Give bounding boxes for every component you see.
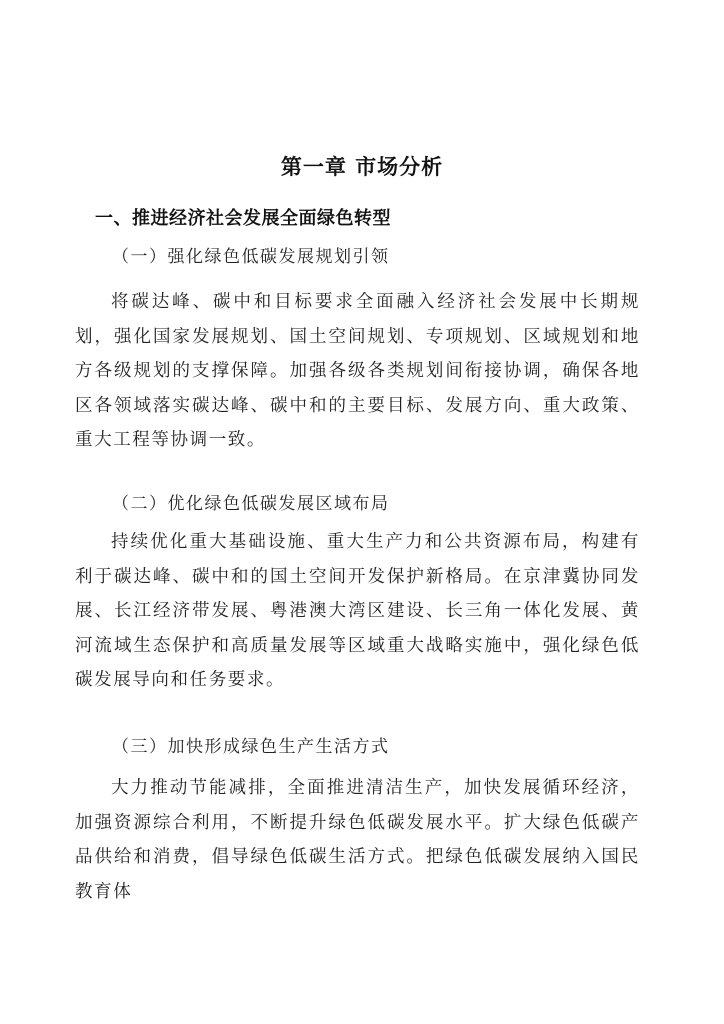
- subsection-paragraph-1: 将碳达峰、碳中和目标要求全面融入经济社会发展中长期规划，强化国家发展规划、国土空间规划、专项规划、区域规划和地方各级规划的支撑保障。加强各级各类规划间衔接协调，确保各地区各领域落实碳达峰、碳中和的主要目标、发展方向、重大政策、重大工程等协调一致。: [75, 292, 640, 450]
- subsection-paragraph-3: 大力推动节能减排，全面推进清洁生产，加快发展循环经济，加强资源综合利用，不断提升绿色低碳发展水平。扩大绿色低碳产品供给和消费，倡导绿色低碳生活方式。把绿色低碳发展纳入国民教育体: [75, 778, 640, 902]
- subsection-heading-1: （一）强化绿色低碳发展规划引领: [112, 247, 390, 267]
- subsection-paragraph-2: 持续优化重大基础设施、重大生产力和公共资源布局，构建有利于碳达峰、碳中和的国土空间开发保护新格局。在京津冀协同发展、长江经济带发展、粤港澳大湾区建设、长三角一体化发展、黄河流域生态保护和高质量发展等区域重大战略实施中，强化绿色低碳发展导向和任务要求。: [75, 532, 640, 690]
- section-heading: 一、推进经济社会发展全面绿色转型: [95, 208, 391, 229]
- subsection-heading-2: （二）优化绿色低碳发展区域布局: [112, 494, 390, 514]
- subsection-heading-3: （三）加快形成绿色生产生活方式: [112, 737, 390, 757]
- chapter-title: 第一章 市场分析: [280, 155, 444, 179]
